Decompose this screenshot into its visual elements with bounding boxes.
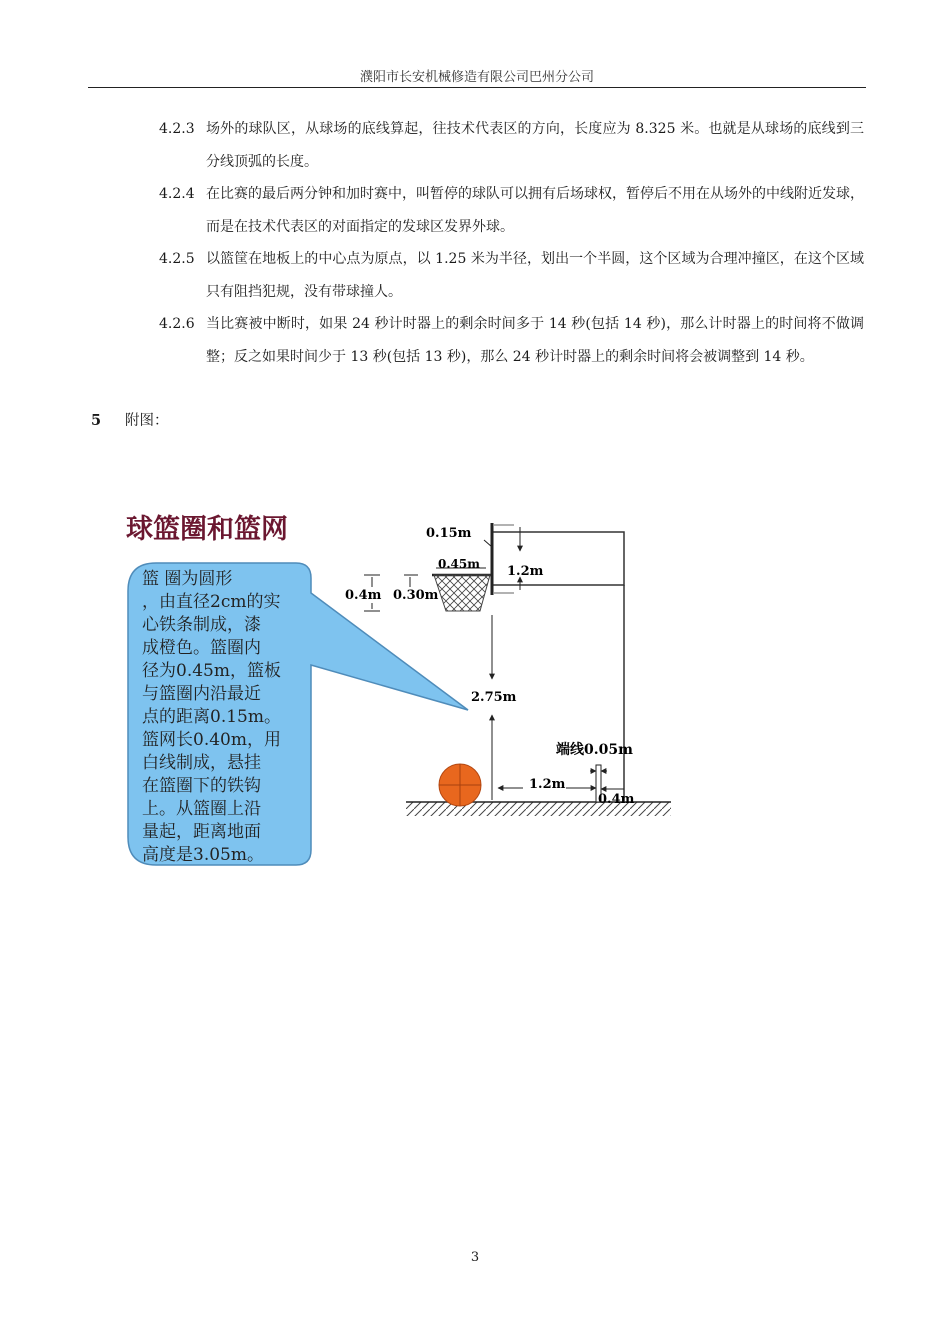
label-base-dist: 1.2m (529, 777, 566, 792)
clause-text: 场外的球队区，从球场的底线算起，往技术代表区的方向，长度应为 8.325 米。也就是从球场的底线到三分线顶弧的长度。 (206, 121, 864, 170)
callout-line: 量起，距离地面 (142, 822, 261, 842)
section-title: 附图： (125, 413, 169, 429)
page-number: 3 (470, 1250, 480, 1265)
label-board: 1.2m (507, 564, 544, 579)
callout-line: 高度是3.05m。 (142, 845, 264, 865)
callout-line: 篮网长0.40m，用 (142, 730, 281, 750)
clause-4-2-4 (159, 178, 864, 244)
callout-line: 成橙色。篮圈内 (142, 638, 261, 658)
section-5-heading (91, 404, 169, 438)
callout-line: 与篮圈内沿最近 (142, 684, 261, 704)
clause-4-2-6 (159, 308, 864, 374)
callout-line: 点的距离0.15m。 (142, 707, 281, 727)
callout-line: 在篮圈下的铁钩 (142, 776, 261, 796)
clause-number: 4.2.3 (159, 121, 195, 137)
label-post-dist: 0.4m (598, 792, 635, 807)
page-header: 濮阳市长安机械修造有限公司巴州分公司 (359, 70, 594, 85)
callout-line: ，由直径2cm的实 (142, 592, 281, 612)
clause-text: 以篮筐在地板上的中心点为原点，以 1.25 米为半径，划出一个半圆，这个区域为合理冲撞区，在这个区域只有阻挡犯规，没有带球撞人。 (206, 251, 864, 300)
callout-line: 篮 圈为圆形 (142, 569, 233, 589)
figure-title: 球篮圈和篮网 (126, 514, 288, 545)
callout-line: 心铁条制成，漆 (142, 615, 261, 635)
basket-diagram (118, 505, 678, 875)
clause-number: 4.2.4 (159, 186, 195, 202)
net (434, 575, 490, 611)
label-gap: 0.15m (426, 526, 472, 541)
callout-line: 径为0.45m，篮板 (142, 661, 281, 681)
clause-number: 4.2.6 (159, 316, 195, 332)
clause-4-2-5 (159, 243, 864, 309)
basket-figure (118, 505, 678, 875)
header-rule (88, 87, 866, 88)
clause-text: 在比赛的最后两分钟和加时赛中，叫暂停的球队可以拥有后场球权，暂停后不用在从场外的中线附近发球，而是在技术代表区的对面指定的发球区发界外球。 (206, 186, 864, 235)
clause-4-2-3 (159, 113, 864, 179)
clause-text: 当比赛被中断时，如果 24 秒计时器上的剩余时间多于 14 秒(包括 14 秒)，那么计时器上的时间将不做调整；反之如果时间少于 13 秒(包括 13 秒)，那么 24 秒计时器上的剩余时间将会被调整到 14 秒。 (206, 316, 864, 365)
label-net-total: 0.4m (345, 588, 382, 603)
label-height: 2.75m (471, 690, 517, 705)
callout-line: 白线制成，悬挂 (142, 753, 261, 773)
label-net-inner: 0.30m (393, 588, 439, 603)
callout-line: 上。从篮圈上沿 (142, 799, 261, 819)
label-ring: 0.45m (438, 557, 480, 571)
section-number: 5 (91, 412, 102, 429)
label-endline: 端线0.05m (556, 742, 633, 758)
clause-number: 4.2.5 (159, 251, 195, 267)
